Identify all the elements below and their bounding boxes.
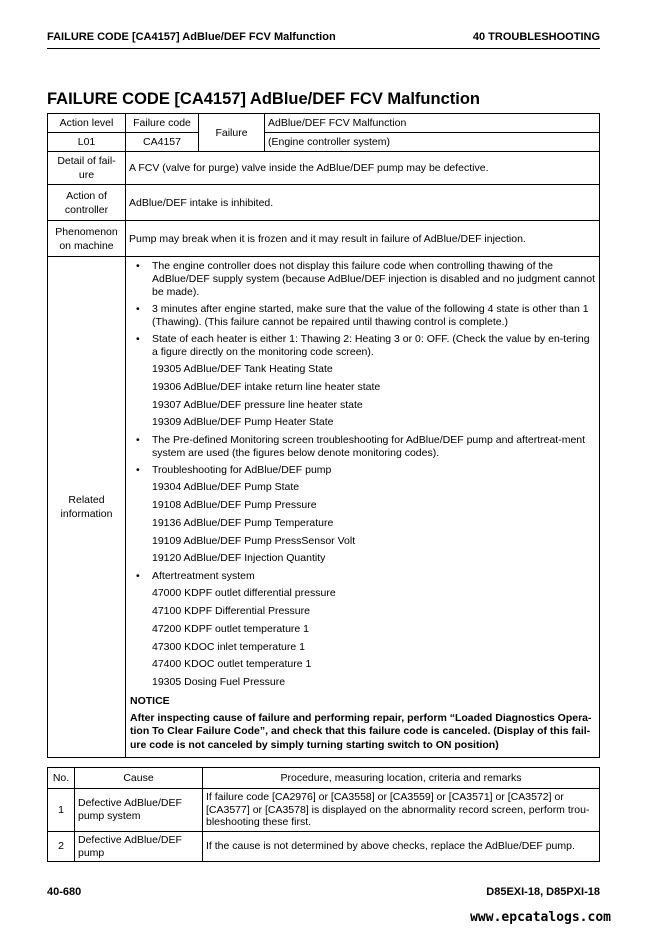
after-item: 19305 Dosing Fuel Pressure (152, 676, 286, 689)
row-procedure: If the cause is not determined by above checks, replace the AdBlue/DEF pump. (203, 832, 600, 862)
related-bullet-3: • State of each heater is either 1: Thawing 2: Heating 3 or 0: OFF. (Check the value by en-tering a figure directly on the monitoring code screen). (130, 333, 596, 359)
related-info (126, 257, 600, 758)
related-bullet-6: • Aftertreatment system (130, 570, 596, 583)
heater-item: 19306 AdBlue/DEF intake return line heater state (152, 380, 381, 393)
pump-item: 19304 AdBlue/DEF Pump State (152, 481, 300, 494)
related-bullet-1: • The engine controller does not display this failure code when controlling thawing of the AdBlue/DEF supply system (because AdBlue/DEF injection is disabled and no judgment cannot be made). (130, 260, 596, 299)
failure-code-value: CA4157 (126, 133, 199, 152)
failure-code-label: Failure code (126, 114, 199, 133)
action-level-label: Action level (48, 114, 126, 133)
col-header-procedure: Procedure, measuring location, criteria and remarks (203, 768, 600, 789)
table-row (48, 152, 600, 185)
phenomenon-text: Pump may break when it is frozen and it may result in failure of AdBlue/DEF injection. (126, 221, 600, 257)
row-no: 1 (48, 789, 75, 832)
action-text: AdBlue/DEF intake is inhibited. (126, 185, 600, 221)
notice-text: After inspecting cause of failure and performing repair, perform “Loaded Diagnostics Opera-tion To Clear Failure Code”, and check that this failure code is canceled. (Display of this fail-ure code is not canceled by simply turning starting switch to ON position) (130, 711, 592, 751)
after-item: 47000 KDPF outlet differential pressure (152, 587, 336, 600)
cause-table (47, 767, 600, 862)
pump-item: 19120 AdBlue/DEF Injection Quantity (152, 552, 326, 565)
col-header-cause: Cause (75, 768, 203, 789)
related-label: Related information (48, 257, 126, 758)
phenomenon-label: Phenomenon on machine (48, 221, 126, 257)
after-item: 47400 KDOC outlet temperature 1 (152, 658, 312, 671)
running-header-section: 40 TROUBLESHOOTING (472, 31, 600, 43)
pump-item: 19109 AdBlue/DEF Pump PressSensor Volt (152, 534, 356, 547)
header-rule (47, 48, 600, 49)
detail-text: A FCV (valve for purge) valve inside the AdBlue/DEF pump may be defective. (126, 152, 600, 185)
related-bullet-2: • 3 minutes after engine started, make sure that the value of the following 4 state is other than 1 (Thawing). (This failure cannot be repaired until thawing control is complete.) (130, 303, 596, 329)
heater-item: 19305 AdBlue/DEF Tank Heating State (152, 363, 333, 375)
row-cause: Defective AdBlue/DEF pump (75, 832, 203, 862)
after-item: 47200 KDPF outlet temperature 1 (152, 622, 310, 635)
col-header-no: No. (48, 768, 75, 789)
pump-item: 19108 AdBlue/DEF Pump Pressure (152, 498, 317, 511)
running-header-title: FAILURE CODE [CA4157] AdBlue/DEF FCV Malfunction (47, 31, 336, 43)
related-bullet-4: • The Pre-defined Monitoring screen troubleshooting for AdBlue/DEF pump and aftertreat-ment system are used (the figures below denote monitoring codes). (130, 434, 596, 460)
heater-item: 19309 AdBlue/DEF Pump Heater State (152, 416, 334, 429)
row-no: 2 (48, 832, 75, 862)
table-row (48, 257, 600, 758)
action-level-value: L01 (48, 133, 126, 152)
heater-item: 19307 AdBlue/DEF pressure line heater state (152, 398, 363, 411)
failure-info-table (47, 113, 600, 758)
table-row (48, 185, 600, 221)
page-title: FAILURE CODE [CA4157] AdBlue/DEF FCV Malfunction (47, 90, 480, 108)
table-row (48, 789, 600, 832)
notice-heading: NOTICE (130, 694, 170, 707)
row-cause: Defective AdBlue/DEF pump system (75, 789, 203, 832)
action-label: Action of controller (48, 185, 126, 221)
table-row (48, 221, 600, 257)
related-bullet-5: • Troubleshooting for AdBlue/DEF pump (130, 464, 596, 477)
table-row (48, 133, 600, 152)
failure-line2: (Engine controller system) (265, 133, 600, 152)
page-number: 40-680 (47, 886, 82, 898)
detail-label: Detail of fail-ure (48, 152, 126, 185)
table-header-row (48, 768, 600, 789)
model-code: D85EXI-18, D85PXI-18 (486, 886, 600, 898)
table-row (48, 114, 600, 133)
after-item: 47300 KDOC inlet temperature 1 (152, 640, 305, 653)
after-item: 47100 KDPF Differential Pressure (152, 604, 310, 617)
failure-label: Failure (199, 114, 265, 152)
failure-line1: AdBlue/DEF FCV Malfunction (265, 114, 600, 133)
table-row (48, 832, 600, 862)
pump-item: 19136 AdBlue/DEF Pump Temperature (152, 516, 334, 529)
row-procedure: If failure code [CA2976] or [CA3558] or [CA3559] or [CA3571] or [CA3572] or [CA3577] or [CA3578] is displayed on the abnormality record screen, perform trou-bleshooting these first. (203, 789, 600, 832)
watermark: www.epcatalogs.com (470, 910, 611, 925)
